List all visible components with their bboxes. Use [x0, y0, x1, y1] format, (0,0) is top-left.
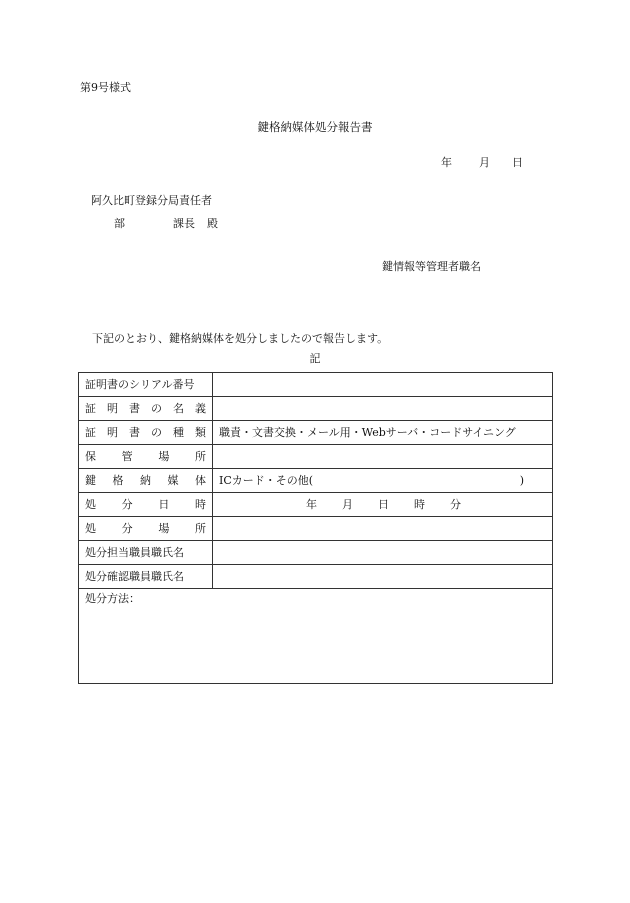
table-row-media	[79, 469, 553, 493]
table-row-type	[79, 421, 553, 445]
table-row-staff-in-charge	[79, 541, 553, 565]
date-day-label: 日	[512, 156, 523, 169]
type-label-char: 類	[195, 426, 206, 439]
table-row-name	[79, 397, 553, 421]
media-value	[213, 469, 553, 493]
disposal-method-label: 処分方法：	[85, 592, 140, 605]
disposal-day-label: 日	[378, 498, 389, 511]
storage-label-char: 所	[194, 450, 206, 463]
disposal-minute-label: 分	[450, 498, 461, 511]
staff-confirm-label	[79, 565, 213, 589]
name-label-char: の	[151, 402, 162, 415]
document-title: 鍵格納媒体処分報告書	[257, 120, 373, 134]
storage-label-char: 保	[85, 450, 96, 463]
serial-label	[79, 373, 213, 397]
media-label-char: 格	[112, 474, 124, 487]
type-label	[79, 421, 213, 445]
table-row-storage	[79, 445, 553, 469]
disposal-place-label-char: 所	[194, 522, 206, 535]
media-label-char: 鍵	[85, 474, 96, 487]
media-value-open: ICカード・その他(	[219, 474, 314, 487]
name-label-char: 名	[173, 402, 184, 415]
intro-text: 下記のとおり、鍵格納媒体を処分しましたので報告します。	[92, 332, 389, 345]
report-table	[78, 372, 553, 684]
media-label-char: 媒	[167, 474, 179, 487]
disposal-datetime-label-char: 時	[194, 498, 206, 511]
type-label-char: 明	[107, 426, 118, 439]
date-month-label: 月	[479, 156, 490, 169]
staff-in-charge-label-text: 処分担当職員職氏名	[85, 546, 184, 559]
addressee-bu: 部	[114, 217, 125, 230]
name-label	[79, 397, 213, 421]
staff-confirm-label-text: 処分確認職員職氏名	[85, 570, 184, 583]
table-row-disposal-place	[79, 517, 553, 541]
addressee-dono: 殿	[207, 217, 218, 230]
media-label	[79, 469, 213, 493]
staff-in-charge-value	[213, 541, 553, 565]
disposal-datetime-label	[79, 493, 213, 517]
storage-label	[79, 445, 213, 469]
disposal-datetime-label-char: 日	[158, 498, 170, 511]
name-label-char: 明	[107, 402, 118, 415]
type-label-char: の	[151, 426, 162, 439]
disposal-datetime-value	[213, 493, 553, 517]
media-value-close: )	[519, 474, 524, 487]
table-row-serial	[79, 373, 553, 397]
addressee-office: 阿久比町登録分局責任者	[91, 194, 212, 207]
name-label-char: 証	[85, 402, 96, 415]
serial-value	[213, 373, 553, 397]
table-row-staff-confirm	[79, 565, 553, 589]
disposal-month-label: 月	[342, 498, 353, 511]
disposal-place-value	[213, 517, 553, 541]
form-number: 第9号様式	[80, 81, 131, 94]
type-label-char: 書	[129, 426, 140, 439]
staff-confirm-value	[213, 565, 553, 589]
name-label-char: 義	[195, 402, 206, 415]
sender-title: 鍵情報等管理者職名	[382, 260, 481, 273]
media-label-char: 体	[195, 474, 206, 487]
name-label-char: 書	[129, 402, 140, 415]
table-row-method	[79, 589, 553, 684]
ki-label: 記	[309, 352, 321, 365]
media-label-char: 納	[140, 474, 151, 487]
disposal-method-cell	[79, 589, 553, 684]
storage-label-char: 管	[121, 450, 133, 463]
disposal-year-label: 年	[306, 498, 317, 511]
type-value: 職責・文書交換・メール用・Webサーバ・コードサイニング	[213, 421, 553, 445]
name-value	[213, 397, 553, 421]
disposal-place-label-char: 分	[121, 522, 133, 535]
addressee-kacho: 課長	[173, 217, 195, 230]
disposal-datetime-label-char: 分	[121, 498, 133, 511]
storage-label-char: 場	[158, 450, 170, 463]
table-row-disposal-datetime	[79, 493, 553, 517]
disposal-place-label	[79, 517, 213, 541]
serial-label-text: 証明書のシリアル番号	[85, 378, 195, 391]
disposal-place-label-char: 処	[85, 522, 96, 535]
date-year-label: 年	[441, 156, 452, 169]
type-label-char: 種	[173, 426, 184, 439]
type-label-char: 証	[85, 426, 96, 439]
staff-in-charge-label	[79, 541, 213, 565]
disposal-datetime-label-char: 処	[85, 498, 96, 511]
disposal-hour-label: 時	[414, 498, 425, 511]
disposal-place-label-char: 場	[158, 522, 170, 535]
storage-value	[213, 445, 553, 469]
